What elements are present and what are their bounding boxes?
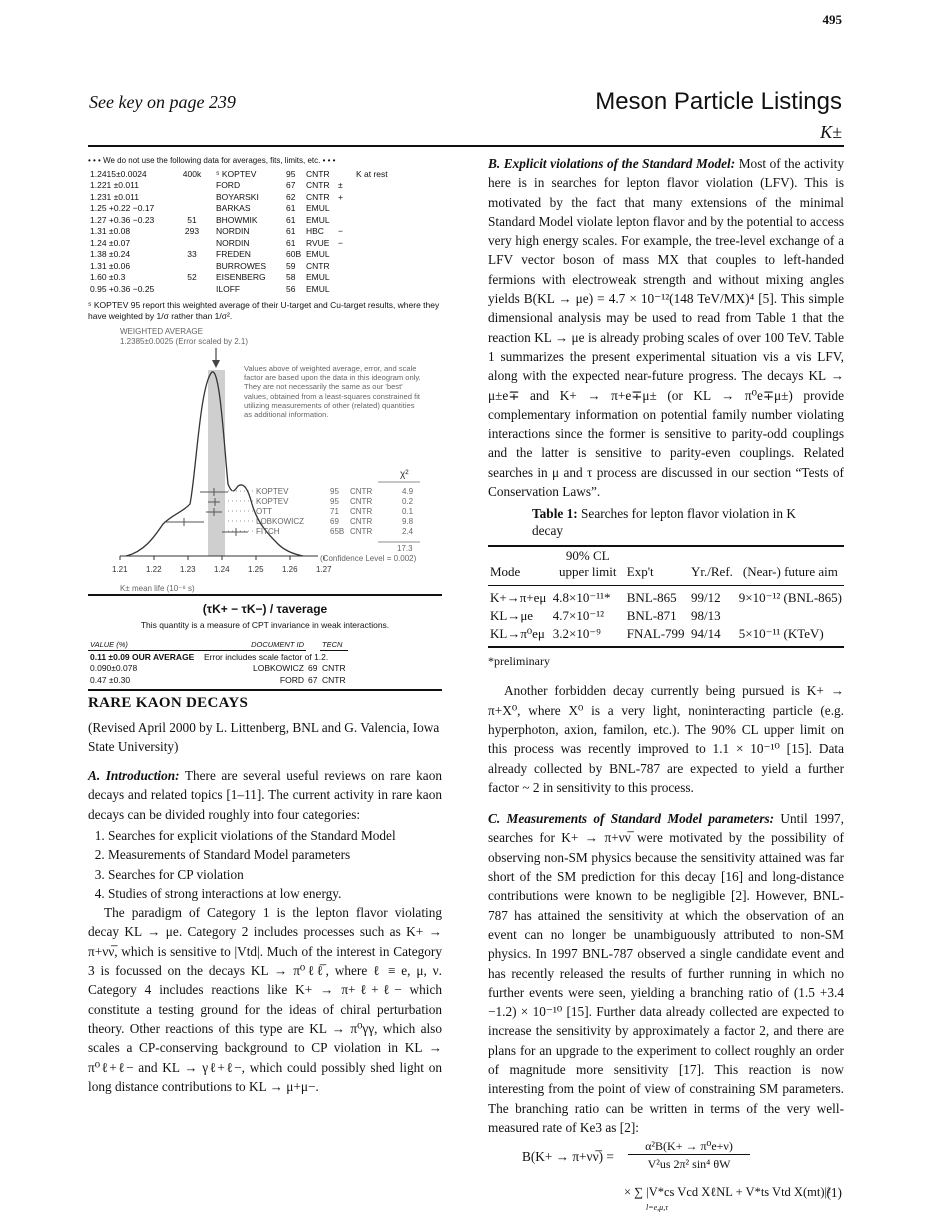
see-key-link[interactable]: See key on page 239 — [89, 92, 236, 112]
section-b-text: Most of the activity here is in searches for lepton flavor violation (LFV). This is motivated by the fact that many extensions of the minimal Standard Model violate lepton flavor and by the potential to access very high energy scales. For example, the tree-level exchange of a LFV vector boson of mass MX that couples to left-handed fermions with electroweak strength and without mixing angles yields B(KL → μe) = 4.7 × 10⁻¹²(148 TeV/MX)⁴ [5]. This simple dimensional analysis may be used to read from Table 1 that the reaction KL → μe is already probing scales of over 100 TeV. Table 1 summarizes the present experimental situation vis a vis LFV, along with the expected near-future progress. The decays KL → μ±e∓ and K+ → π+e∓μ± (or KL → π⁰e∓μ±) provide complementary information on potential family number violating interactions since the former is sensitive to parity-odd couplings and the latter is sensitive to parity-even couplings. Related searches in μ and τ process are discussed in our section “Tests of Conservation Laws”. — [488, 156, 844, 500]
lifetime-yr: 67 — [286, 180, 296, 191]
ideogram-entry-yr: 71 — [330, 506, 339, 516]
lifetime-row — [88, 203, 408, 215]
eq-numerator: α²B(K+ → π⁰e+ν) — [628, 1139, 750, 1155]
left-column — [88, 155, 442, 1096]
not-used-line: • • • We do not use the following data for averages, fits, limits, etc. • • • — [88, 156, 336, 165]
average-arrowhead — [212, 360, 220, 368]
lifetime-row — [88, 214, 408, 226]
lifetime-yr: 61 — [286, 203, 296, 214]
lfv-yr: 98/13 — [691, 608, 721, 624]
ideogram-entry-name: OTT — [256, 506, 272, 516]
lfv-aim: 5×10⁻¹¹ (KTeV) — [738, 626, 824, 642]
lifetime-row — [88, 249, 408, 261]
lfv-exp: FNAL-799 — [626, 626, 685, 642]
cpt-value: 0.090±0.078 — [90, 663, 138, 674]
paradigm-paragraph: The paradigm of Category 1 is the lepton flavor violating decay KL → μe. Category 2 includes processes such as K+ → π+νν̅, which is sensitive to |Vtd|. Much of the interest in Category 3 is focussed on the decays KL → π⁰ℓℓ̅, where ℓ ≡ e, μ, ν. Category 4 includes reactions like K+ → π+ℓ+ℓ− which constitute a testing ground for the ideas of chiral perturbation theory. Other reactions of this type are KL → π⁰γγ, which also scales a CP-conserving background to CP violation in KL → π⁰ℓ+ℓ− and KL → γℓ+ℓ−, which could possibly shed light on long distance contributions to KL → μ+μ−. — [88, 905, 442, 1094]
lifetime-tecn: EMUL — [306, 249, 330, 260]
lifetime-evts — [170, 191, 214, 203]
lifetime-doc: BURROWES — [216, 260, 267, 271]
ideogram-note-container — [244, 364, 424, 454]
forbidden-decay-paragraph: Another forbidden decay currently being pursued is K+ → π+X⁰, where X⁰ is a very light, noninteracting particle (e.g. hyperphoton, axion, familon, etc.). The 90% CL upper limit on this process was recently improved to 1.1 × 10⁻¹⁰ [15]. Data already collected by BNL-787 are expected to yield a further factor ~ 2 in sensitivity to this process. — [488, 683, 844, 795]
lifetime-yr: 56 — [286, 283, 296, 294]
confidence-level: (Confidence Level = 0.002) — [320, 553, 417, 563]
lfv-row — [488, 625, 844, 643]
ideogram-entry-chi: 4.9 — [402, 486, 414, 496]
lifetime-yr: 59 — [286, 260, 296, 271]
lifetime-comment — [354, 249, 408, 261]
lfv-mode: KL→π⁰eμ — [490, 626, 545, 642]
lifetime-doc: BARKAS — [216, 203, 251, 214]
ideogram-tick-label: 1.26 — [282, 564, 298, 574]
lifetime-tecn: CNTR — [306, 260, 330, 271]
lfv-aim: 9×10⁻¹² (BNL-865) — [738, 590, 842, 606]
page-number: 495 — [822, 12, 842, 27]
ideogram-subtitle: 1.2385±0.0025 (Error scaled by 2.1) — [120, 336, 249, 346]
ideogram-tick-label: 1.21 — [112, 564, 128, 574]
ideogram-entry-tecn: CNTR — [350, 506, 373, 516]
cpt-row — [88, 663, 348, 675]
ideogram-entry-name: FITCH — [256, 526, 280, 536]
lifetime-yr: 58 — [286, 272, 296, 283]
category-item: 2. Measurements of Standard Model parameters — [108, 845, 442, 864]
eq-line-2: × ∑ |V*cs Vcd XℓNL + V*ts Vtd X(mt)|² — [624, 1185, 831, 1200]
lifetime-comment — [354, 283, 408, 295]
cpt-tecn: CNTR — [322, 663, 346, 674]
lifetime-row — [88, 272, 408, 284]
lifetime-comment — [354, 203, 408, 215]
lifetime-doc: NORDIN — [216, 237, 250, 248]
right-column — [488, 154, 844, 1217]
lifetime-comment — [354, 272, 408, 284]
ideogram-ticks — [112, 556, 332, 574]
cpt-title: (τK+ − τK−) / τaverage — [202, 601, 328, 616]
lifetime-chg: − — [338, 237, 343, 248]
cpt-doc: FORD — [279, 674, 304, 685]
eq-denominator: V²us 2π² sin⁴ θW — [647, 1157, 731, 1172]
lifetime-tecn: CNTR — [306, 180, 330, 191]
lifetime-chg — [336, 168, 354, 180]
chi-square-header: χ² — [400, 468, 409, 480]
lifetime-value: 1.60 ±0.3 — [90, 272, 126, 283]
ideogram-entry-yr: 95 — [330, 486, 339, 496]
section-c-text: Until 1997, searches for K+ → π+νν̅ were motivated by the possibility of observing non-SM physics because the sensitivity attained was far short of the SM prediction for this decay [16] and long-distance contributions were known to be negligible [2]. However, BNL-787 has attained the sensitivity at which the observation of an event can no longer be unambiguously attributed to non-SM physics. In 1997 BNL-787 observed a single candidate event and has recently released the results of further running in which no further events were seen, yielding a branching ratio of (1.5 +3.4 −1.2) × 10⁻¹⁰ [15]. Further data already collected are expected to increase the sensitivity by approximately a factor 2, and there are plans for an upgrade to the experiment to collect roughly an order of magnitude more sensitivity [17]. This reaction is now interesting from the point of view of constraining SM parameters. The branching ratio can be written in terms of the very well-measured rate of Ke3 as [2]: — [488, 811, 844, 1135]
intro-text: There are several useful reviews on rare kaon decays and related topics [1–11]. The current activity in rare kaon decays can be divided roughly into four categories: — [88, 768, 442, 822]
intro-heading: A. Introduction: — [88, 768, 180, 784]
lifetime-yr: 60B — [286, 249, 302, 260]
cpt-header-value: VALUE (%) — [88, 639, 202, 651]
ideogram-entry-tecn: CNTR — [350, 526, 373, 536]
lifetime-tecn: EMUL — [306, 283, 330, 294]
lifetime-tecn: EMUL — [306, 214, 330, 225]
lifetime-evts: 293 — [184, 226, 200, 237]
section-c-heading: C. Measurements of Standard Model parameters: — [488, 811, 775, 827]
lifetime-tecn: HBC — [306, 226, 324, 237]
lifetime-yr: 61 — [286, 214, 296, 225]
eq-sum-subscript: l=e,μ,τ — [646, 1203, 669, 1213]
cpt-value: 0.47 ±0.30 — [90, 674, 131, 685]
lifetime-table — [88, 168, 408, 295]
lifetime-chg — [336, 260, 354, 272]
section-subtitle: K± — [820, 122, 842, 142]
ideogram-entry-name: LOBKOWICZ — [256, 516, 305, 526]
lifetime-evts — [170, 203, 214, 215]
header-rule — [88, 145, 844, 147]
equation-1 — [488, 1139, 844, 1217]
cpt-doc: Error includes scale factor of 1.2. — [204, 651, 329, 662]
lifetime-value: 1.38 ±0.24 — [90, 249, 131, 260]
cpt-value: 0.11 ±0.09 OUR AVERAGE — [90, 651, 195, 662]
lfv-header-yr: Yr./Ref. — [691, 564, 733, 580]
lifetime-comment — [354, 180, 408, 192]
lifetime-evts: 52 — [187, 272, 197, 283]
lifetime-chg — [336, 214, 354, 226]
lifetime-value: 1.31 ±0.08 — [90, 226, 131, 237]
category-item: 4. Studies of strong interactions at low energy. — [108, 884, 442, 903]
ideogram-axis-label: K± mean life (10⁻⁸ s) — [120, 583, 195, 593]
lifetime-row — [88, 237, 408, 249]
lifetime-doc: BOYARSKI — [216, 191, 259, 202]
lifetime-chg — [336, 272, 354, 284]
ideogram-entry-chi: 0.2 — [402, 496, 414, 506]
ideogram-title: WEIGHTED AVERAGE — [120, 326, 203, 336]
eq-label: (1) — [826, 1185, 842, 1201]
lifetime-comment: K at rest — [356, 168, 388, 179]
lifetime-doc: ILOFF — [216, 283, 241, 294]
lifetime-evts: 51 — [187, 214, 197, 225]
cpt-table — [88, 639, 348, 686]
lfv-limit: 3.2×10⁻⁹ — [552, 626, 601, 642]
lfv-yr: 99/12 — [691, 590, 721, 606]
cpt-yr: 67 — [308, 674, 318, 685]
average-band — [208, 370, 225, 556]
ideogram-entry-yr: 69 — [330, 516, 339, 526]
cpt-tecn: CNTR — [322, 674, 346, 685]
ideogram-entry-tecn: CNTR — [350, 496, 373, 506]
lifetime-evts: 400k — [182, 168, 202, 179]
ideogram-tick-label: 1.22 — [146, 564, 162, 574]
chi-total: 17.3 — [397, 543, 413, 553]
table-caption — [532, 505, 822, 539]
lifetime-chg — [336, 203, 354, 215]
lifetime-yr: 61 — [286, 226, 296, 237]
lifetime-evts: 33 — [187, 249, 197, 260]
category-item: 3. Searches for CP violation — [108, 865, 442, 884]
lifetime-comment — [354, 237, 408, 249]
rare-kaon-title: RARE KAON DECAYS — [88, 694, 249, 711]
cpt-description: This quantity is a measure of CPT invariance in weak interactions. — [140, 619, 390, 630]
cpt-header-tecn: TECN — [320, 639, 348, 651]
lfv-header-limit: 90% CL upper limit — [559, 548, 617, 580]
lifetime-row — [88, 226, 408, 238]
rare-rule — [88, 689, 442, 691]
lifetime-yr: 61 — [286, 237, 296, 248]
lifetime-evts — [170, 260, 214, 272]
lifetime-comment — [354, 191, 408, 203]
lfv-exp: BNL-871 — [626, 608, 677, 624]
lifetime-chg: − — [338, 226, 343, 237]
lifetime-value: 0.95 +0.36 −0.25 — [90, 283, 155, 294]
lifetime-row — [88, 168, 408, 180]
lfv-aim — [737, 607, 844, 625]
lifetime-tecn: CNTR — [306, 168, 330, 179]
table-bottom-rule — [488, 646, 844, 648]
lifetime-tecn: EMUL — [306, 203, 330, 214]
lifetime-value: 1.231 ±0.011 — [90, 191, 139, 202]
lifetime-value: 1.31 ±0.06 — [90, 260, 131, 271]
lfv-mode: KL→μe — [490, 608, 534, 624]
lfv-header-aim: (Near-) future aim — [742, 564, 838, 580]
lfv-mode: K+→π+eμ — [490, 590, 547, 606]
ideogram-entry-chi: 9.8 — [402, 516, 414, 526]
ideogram-tick-label: 1.24 — [214, 564, 230, 574]
lifetime-row — [88, 283, 408, 295]
lifetime-yr: 62 — [286, 191, 296, 202]
ideogram-entry-tecn: CNTR — [350, 516, 373, 526]
error-bars — [164, 488, 248, 536]
lifetime-value: 1.2415±0.0024 — [90, 168, 147, 179]
lifetime-doc: NORDIN — [216, 226, 250, 237]
ideogram-tick-label: 1.27 — [316, 564, 332, 574]
ideogram-entries — [228, 487, 414, 536]
lifetime-tecn: CNTR — [306, 191, 330, 202]
lifetime-tecn: EMUL — [306, 272, 330, 283]
eq-lhs: B(K+ → π+νν̅) = — [522, 1149, 614, 1165]
lfv-row — [488, 586, 844, 608]
section-title: Meson Particle Listings — [595, 88, 842, 115]
lifetime-evts — [170, 283, 214, 295]
lifetime-chg: + — [338, 191, 343, 202]
lifetime-doc: EISENBERG — [216, 272, 266, 283]
ideogram-entry-chi: 2.4 — [402, 526, 414, 536]
lifetime-value: 1.27 +0.36 −0.23 — [90, 214, 155, 225]
lifetime-doc: FORD — [216, 180, 241, 191]
ideogram-entry-name: KOPTEV — [256, 486, 289, 496]
koptev-footnote: ⁵ KOPTEV 95 report this weighted average of their U-target and Cu-target results, where they have weighted by 1/σ rather than 1/σ². — [88, 299, 440, 321]
ideogram-tick-label: 1.25 — [248, 564, 264, 574]
ideogram-figure — [88, 324, 442, 594]
lifetime-comment — [354, 260, 408, 272]
ideogram-tick-label: 1.23 — [180, 564, 196, 574]
intro-paragraph — [88, 766, 442, 824]
ideogram-entry-tecn: CNTR — [350, 486, 373, 496]
lfv-yr: 94/14 — [691, 626, 721, 642]
lfv-exp: BNL-865 — [626, 590, 677, 606]
lifetime-tecn: RVUE — [306, 237, 330, 248]
cpt-header-doc: DOCUMENT ID — [202, 639, 306, 651]
lifetime-evts — [170, 237, 214, 249]
lifetime-value: 1.25 +0.22 −0.17 — [90, 203, 155, 214]
lifetime-comment — [354, 226, 408, 238]
cpt-doc: LOBKOWICZ — [252, 663, 304, 674]
table-caption-text: Searches for lepton flavor violation in K decay — [532, 506, 796, 539]
lifetime-chg — [336, 249, 354, 261]
ideogram-entry-chi: 0.1 — [402, 506, 414, 516]
section-b-heading: B. Explicit violations of the Standard Model: — [488, 156, 736, 171]
lifetime-comment — [354, 214, 408, 226]
lifetime-chg — [336, 283, 354, 295]
lifetime-value: 1.221 ±0.011 — [90, 180, 139, 191]
table-caption-label: Table 1: — [532, 506, 578, 522]
cpt-yr: 69 — [308, 663, 318, 674]
lfv-header-exp: Exp't — [626, 564, 654, 580]
ideogram-entry-yr: 95 — [330, 496, 339, 506]
lfv-limit: 4.7×10⁻¹² — [552, 608, 605, 624]
lfv-limit: 4.8×10⁻¹¹* — [552, 590, 611, 606]
section-b-paragraph — [488, 154, 844, 501]
lifetime-doc: BHOWMIK — [216, 214, 258, 225]
lifetime-chg: ± — [338, 180, 343, 191]
lifetime-doc: FREDEN — [216, 249, 251, 260]
lifetime-row — [88, 260, 408, 272]
ideogram-note: Values above of weighted average, error, and scale factor are based upon the data in this ideogram only. They are not necessarily the same as our 'best' values, obtained from a least-squares constrained fit utilizing measurements of other (related) quantities as additional information. — [244, 363, 421, 419]
cpt-row — [88, 674, 348, 686]
lifetime-evts — [170, 180, 214, 192]
lfv-header-mode: Mode — [490, 564, 521, 580]
lfv-row — [488, 607, 844, 625]
category-item: 1. Searches for explicit violations of the Standard Model — [108, 826, 442, 845]
ideogram-entry-yr: 65B — [330, 526, 345, 536]
lifetime-value: 1.24 ±0.07 — [90, 237, 131, 248]
lfv-table — [488, 547, 844, 643]
cpt-row — [88, 651, 348, 663]
lifetime-yr: 95 — [286, 168, 296, 179]
preliminary-note: *preliminary — [488, 654, 550, 669]
category-list — [88, 826, 442, 903]
ideogram-entry-name: KOPTEV — [256, 496, 289, 506]
cpt-rule — [88, 594, 442, 596]
revised-line: (Revised April 2000 by L. Littenberg, BNL and G. Valencia, Iowa State University) — [88, 719, 440, 754]
lifetime-doc: ⁵ KOPTEV — [216, 168, 257, 179]
lifetime-row — [88, 180, 408, 192]
lifetime-row — [88, 191, 408, 203]
section-c-paragraph — [488, 809, 844, 1137]
